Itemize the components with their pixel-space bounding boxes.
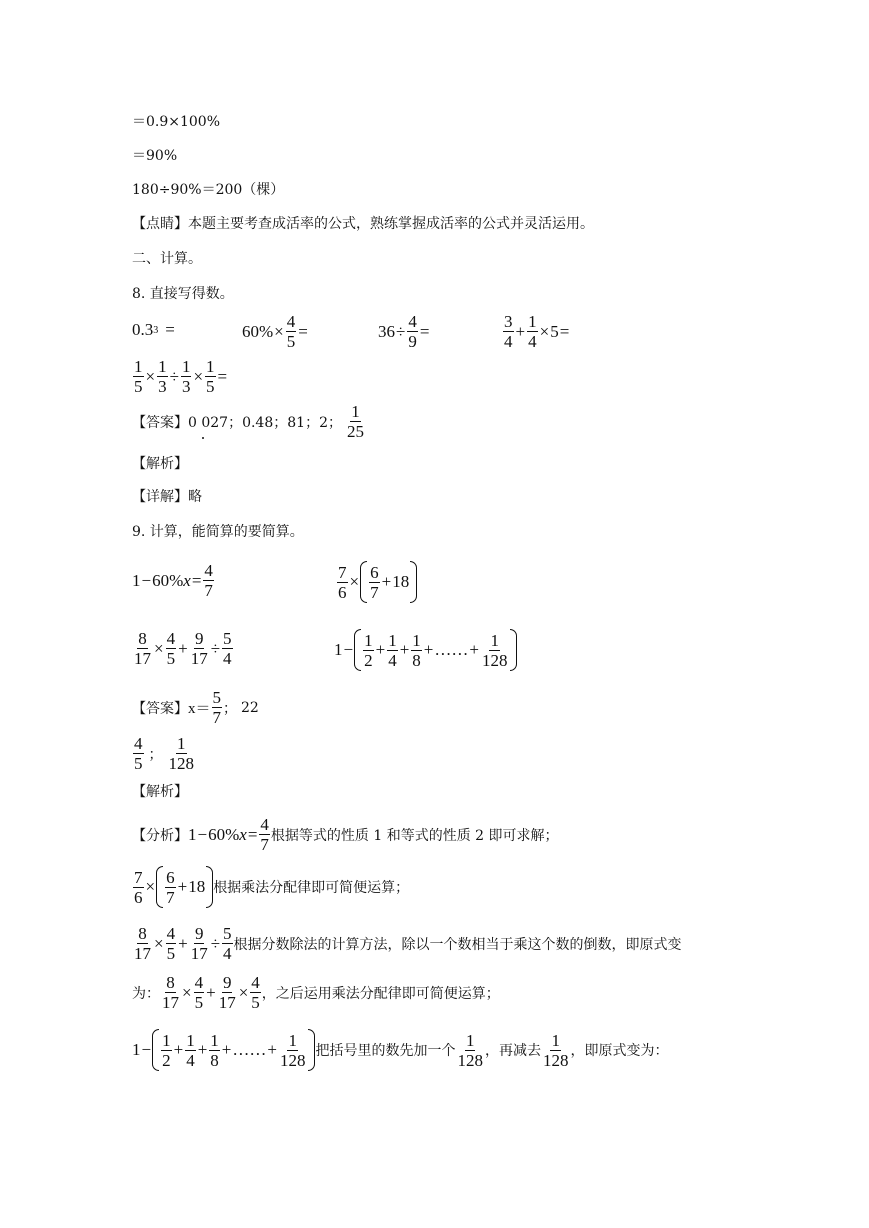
calc-line: ＝90% xyxy=(132,148,178,164)
comment-line: 【点睛】本题主要考查成活率的公式，熟练掌握成活率的公式并灵活运用。 xyxy=(132,216,594,232)
analysis-line-4: 为： $\frac{8}{17}$ × $\frac{4}{5}$ + $\frac{9}{17}$ × $\frac{4}{5}$ ，之后运用乘法分配律即可简便运算； xyxy=(132,973,500,1012)
question-9-title: 9. 计算，能简算的要简算。 xyxy=(132,524,304,540)
q8-problem-1: 0.3 3 = xyxy=(132,320,175,339)
q8-answer: 【答案】 0 027；0.48；81；2； $\frac{1}{25}$ xyxy=(132,402,364,441)
q9-answer: 【答案】 x＝ $\frac{5}{7}$ ； 22 xyxy=(132,688,259,727)
q9-problem-3: $\frac{8}{17}$ × $\frac{4}{5}$ + $\frac{9}{17}$ ÷ $\frac{5}{4}$ xyxy=(134,629,232,668)
analysis-line-1: 【分析】 1 − 60% x = $\frac{4}{7}$ 根据等式的性质 1 和等式的性质 2 即可求解； xyxy=(132,815,559,854)
decimal-dot-mark xyxy=(202,437,204,439)
q9-problem-4: 1 − $\frac{1}{2}$ + $\frac{1}{4}$ + $\frac{1}{8}$ + …… + $\frac{1}{128}$ xyxy=(334,629,517,671)
q8-problem-2: 60% × $\frac{4}{5}$ = xyxy=(242,312,308,351)
detail-line: 【详解】略 xyxy=(132,489,202,505)
question-8-title: 8. 直接写得数。 xyxy=(132,286,234,302)
analysis-line-5: 1 − $\frac{1}{2}$ + $\frac{1}{4}$ + $\frac{1}{8}$ + …… + $\frac{1}{128}$ 把括号里的数先加一个 $\frac{1}{128}$ ，再减去 $\frac{1}{128}$ ，即原式变为： xyxy=(132,1030,669,1070)
q8-problem-5: $\frac{1}{5}$ × $\frac{1}{3}$ ÷ $\frac{1}{3}$ × $\frac{1}{5}$ = xyxy=(134,357,228,396)
analysis-line-2: $\frac{7}{6}$ × $\frac{6}{7}$ + 18 根据乘法分配律即可简便运算； xyxy=(134,867,410,907)
q9-answer-line2: $\frac{4}{5}$ ； $\frac{1}{128}$ xyxy=(134,734,194,773)
calc-line: ＝0.9×100% xyxy=(132,114,221,130)
analysis-line-3: $\frac{8}{17}$ × $\frac{4}{5}$ + $\frac{9}{17}$ ÷ $\frac{5}{4}$ 根据分数除法的计算方法，除以一个数相当于乘这个数的倒数，即原式变 xyxy=(134,924,682,963)
calc-line: 180÷90%＝200（棵） xyxy=(132,182,285,198)
q8-problem-3: 36 ÷ $\frac{4}{9}$ = xyxy=(378,312,430,351)
q8-problem-4: $\frac{3}{4}$ + $\frac{1}{4}$ × 5 = xyxy=(504,312,570,351)
analysis-label: 【解析】 xyxy=(132,784,188,800)
q9-problem-2: $\frac{7}{6}$ × $\frac{6}{7}$ + 18 xyxy=(336,561,417,603)
section-heading: 二、计算。 xyxy=(132,251,202,267)
analysis-label: 【解析】 xyxy=(132,456,188,472)
q9-problem-1: 1 − 60% x = $\frac{4}{7}$ xyxy=(132,561,213,600)
